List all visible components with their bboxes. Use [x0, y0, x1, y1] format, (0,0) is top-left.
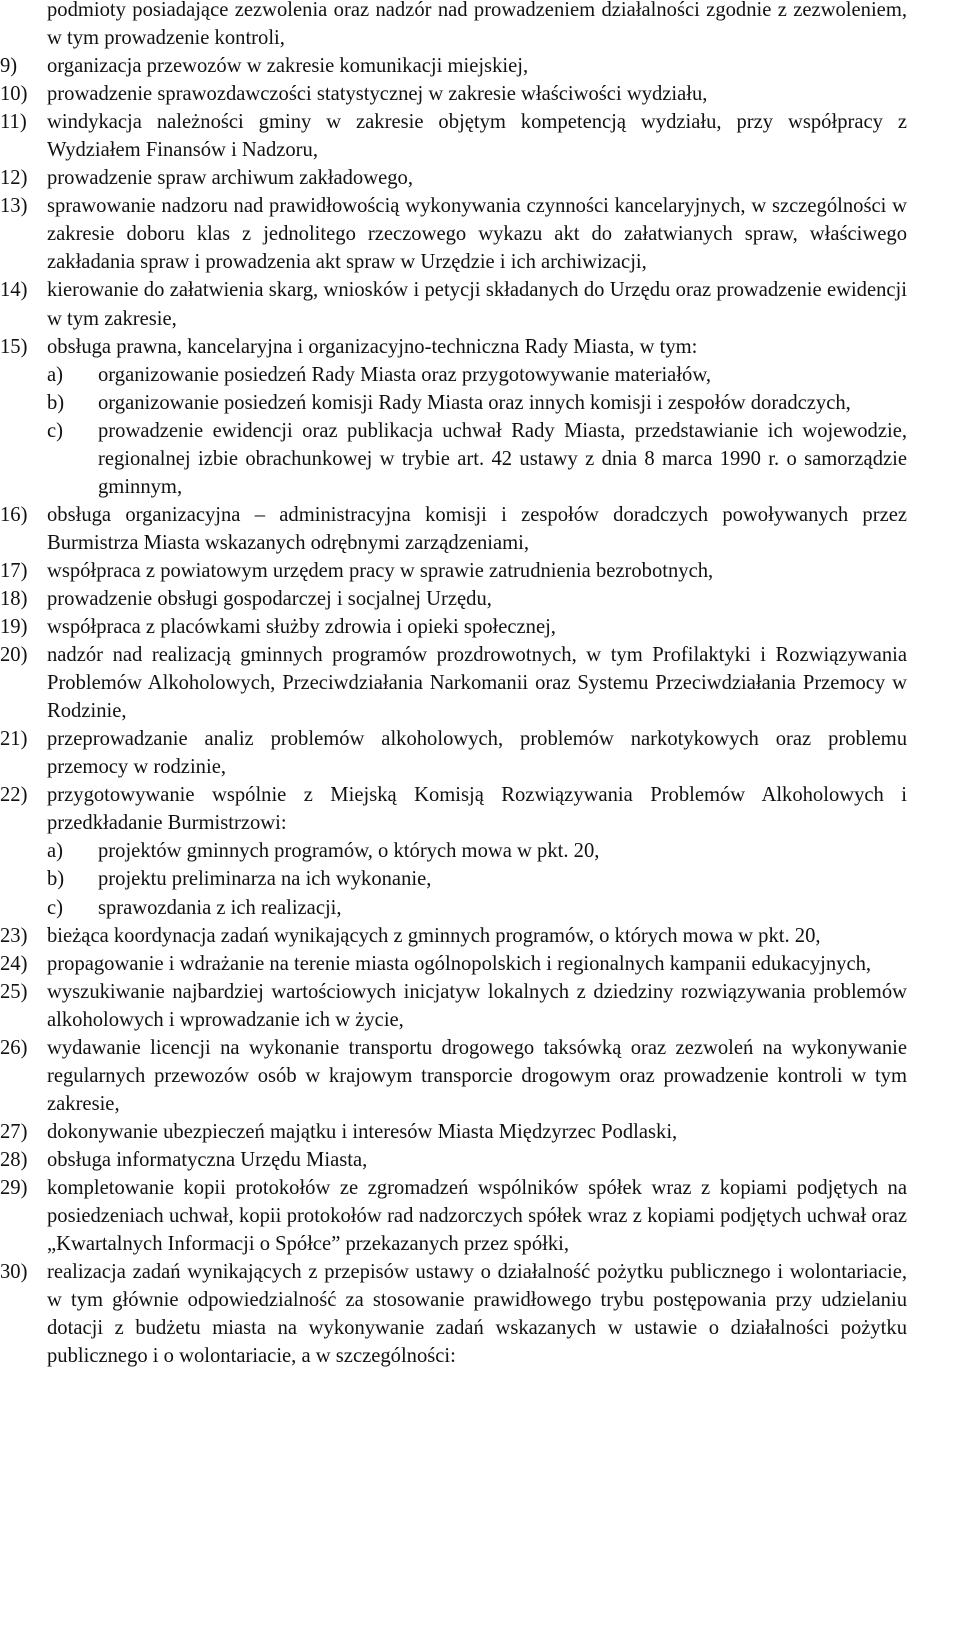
item-number: 30)	[0, 1261, 28, 1284]
item-text: dokonywanie ubezpieczeń majątku i interesów Miasta Międzyrzec Podlaski,	[47, 1120, 678, 1143]
sub-item-22c	[0, 894, 907, 922]
list-item-26	[0, 1034, 907, 1118]
item-text: realizacja zadań wynikających z przepisów ustawy o działalność pożytku publicznego i wolontariacie, w tym głównie odpowiedzialność za stosowanie prawidłowego trybu postępowania przy udzielaniu dotacji z budżetu miasta na wykonywanie zadań wskazanych w ustawie o działalności pożytku publicznego i o wolontariacie, a w szczególności:	[47, 1261, 907, 1368]
item-text: podmioty posiadające zezwolenia oraz nadzór nad prowadzeniem działalności zgodnie z zezwoleniem, w tym prowadzenie kontroli,	[47, 0, 907, 50]
item-text: współpraca z powiatowym urzędem pracy w sprawie zatrudnienia bezrobotnych,	[47, 559, 714, 582]
item-text: bieżąca koordynacja zadań wynikających z gminnych programów, o których mowa w pkt. 20,	[47, 924, 821, 947]
list-item-16	[0, 501, 907, 557]
list-item-25	[0, 978, 907, 1034]
list-item-27	[0, 1118, 907, 1146]
item-number: 28)	[0, 1148, 28, 1171]
list-item-10	[0, 80, 907, 108]
item-number: 21)	[0, 728, 28, 751]
item-number: 12)	[0, 167, 28, 190]
item-text: nadzór nad realizacją gminnych programów prozdrowotnych, w tym Profilaktyki i Rozwiązywania Problemów Alkoholowych, Przeciwdziałania Narkomanii oraz Systemu Przeciwdziałania Przemocy w Rodzinie,	[47, 644, 907, 723]
item-number: 10)	[0, 83, 28, 106]
item-number: 19)	[0, 616, 28, 639]
sub-item-letter: c)	[47, 419, 63, 442]
item-text: przygotowywanie wspólnie z Miejską Komisją Rozwiązywania Problemów Alkoholowych i przedkładanie Burmistrzowi:	[47, 784, 907, 835]
list-item-15	[0, 333, 907, 361]
sub-item-text: prowadzenie ewidencji oraz publikacja uchwał Rady Miasta, przedstawianie ich wojewodzie, regionalnej izbie obrachunkowej w trybie art. 42 ustawy z dnia 8 marca 1990 r. o samorządzie gminnym,	[98, 419, 907, 498]
item-number: 17)	[0, 559, 28, 582]
item-number: 14)	[0, 279, 28, 302]
sub-item-text: projektów gminnych programów, o których mowa w pkt. 20,	[98, 840, 600, 863]
sub-item-text: organizowanie posiedzeń Rady Miasta oraz przygotowywanie materiałów,	[98, 363, 712, 386]
item-text: obsługa prawna, kancelaryjna i organizacyjno-techniczna Rady Miasta, w tym:	[47, 335, 698, 358]
list-item-29	[0, 1174, 907, 1258]
item-text: sprawowanie nadzoru nad prawidłowością wykonywania czynności kancelaryjnych, w szczególności w zakresie doboru klas z jednolitego rzeczowego wykazu akt do załatwianych spraw, właściwego zakładania spraw i prowadzenia akt spraw w Urzędzie i ich archiwizacji,	[47, 195, 907, 274]
item-text: prowadzenie obsługi gospodarczej i socjalnej Urzędu,	[47, 587, 492, 610]
item-number: 15)	[0, 335, 28, 358]
sub-item-15c	[0, 417, 907, 501]
continued-paragraph	[0, 0, 907, 52]
sub-item-text: projektu preliminarza na ich wykonanie,	[98, 868, 432, 891]
item-number: 23)	[0, 924, 28, 947]
item-text: wyszukiwanie najbardziej wartościowych inicjatyw lokalnych z dziedziny rozwiązywania problemów alkoholowych i wprowadzanie ich w życie,	[47, 980, 907, 1031]
item-number: 16)	[0, 503, 28, 526]
sub-item-22a	[0, 837, 907, 865]
list-item-22	[0, 781, 907, 837]
sub-item-letter: a)	[47, 363, 63, 386]
list-item-19	[0, 613, 907, 641]
sub-item-letter: b)	[47, 868, 65, 891]
item-text: kierowanie do załatwienia skarg, wniosków i petycji składanych do Urzędu oraz prowadzenie ewidencji w tym zakresie,	[47, 279, 907, 330]
list-item-23	[0, 922, 907, 950]
item-number: 18)	[0, 587, 28, 610]
item-text: prowadzenie spraw archiwum zakładowego,	[47, 167, 413, 190]
item-text: windykacja należności gminy w zakresie objętym kompetencją wydziału, przy współpracy z Wydziałem Finansów i Nadzoru,	[47, 111, 907, 162]
sub-item-letter: b)	[47, 391, 65, 414]
sub-item-text: sprawozdania z ich realizacji,	[98, 896, 342, 919]
item-number: 20)	[0, 644, 28, 667]
list-item-14	[0, 276, 907, 332]
item-text: obsługa organizacyjna – administracyjna komisji i zespołów doradczych powoływanych przez Burmistrza Miasta wskazanych odrębnymi zarządzeniami,	[47, 503, 907, 554]
list-item-20	[0, 641, 907, 725]
item-number: 11)	[0, 111, 27, 134]
item-text: obsługa informatyczna Urzędu Miasta,	[47, 1148, 368, 1171]
item-text: kompletowanie kopii protokołów ze zgromadzeń wspólników spółek wraz z kopiami podjętych na posiedzeniach uchwał, kopii protokołów rad nadzorczych spółek wraz z kopiami podjętych uchwał oraz „Kwartalnych Informacji o Spółce” przekazanych przez spółki,	[47, 1176, 907, 1256]
item-text: prowadzenie sprawozdawczości statystycznej w zakresie właściwości wydziału,	[47, 83, 708, 106]
list-item-12	[0, 164, 907, 192]
list-item-30	[0, 1258, 907, 1370]
item-number: 24)	[0, 952, 28, 975]
item-number: 26)	[0, 1036, 28, 1059]
list-item-24	[0, 950, 907, 978]
item-number: 27)	[0, 1120, 28, 1143]
sub-item-letter: c)	[47, 896, 63, 919]
list-item-21	[0, 725, 907, 781]
sub-item-letter: a)	[47, 840, 63, 863]
item-text: współpraca z placówkami służby zdrowia i opieki społecznej,	[47, 616, 556, 639]
item-text: przeprowadzanie analiz problemów alkoholowych, problemów narkotykowych oraz problemu przemocy w rodzinie,	[47, 728, 907, 779]
item-number: 29)	[0, 1176, 28, 1199]
item-text: propagowanie i wdrażanie na terenie miasta ogólnopolskich i regionalnych kampanii edukacyjnych,	[47, 952, 872, 975]
sub-item-15b	[0, 389, 907, 417]
sub-item-15a	[0, 361, 907, 389]
list-item-28	[0, 1146, 907, 1174]
item-number: 13)	[0, 195, 28, 218]
list-item-11	[0, 108, 907, 164]
list-item-18	[0, 585, 907, 613]
item-number: 9)	[0, 55, 18, 78]
item-number: 22)	[0, 784, 28, 807]
item-text: organizacja przewozów w zakresie komunikacji miejskiej,	[47, 55, 529, 78]
list-item-9	[0, 52, 907, 80]
item-text: wydawanie licencji na wykonanie transportu drogowego taksówką oraz zezwoleń na wykonywanie regularnych przewozów osób w krajowym transporcie drogowym oraz prowadzenie kontroli w tym zakresie,	[47, 1036, 907, 1115]
list-item-13	[0, 192, 907, 276]
item-number: 25)	[0, 980, 28, 1003]
sub-item-text: organizowanie posiedzeń komisji Rady Miasta oraz innych komisji i zespołów doradczych,	[98, 391, 851, 414]
sub-item-22b	[0, 865, 907, 893]
list-item-17	[0, 557, 907, 585]
